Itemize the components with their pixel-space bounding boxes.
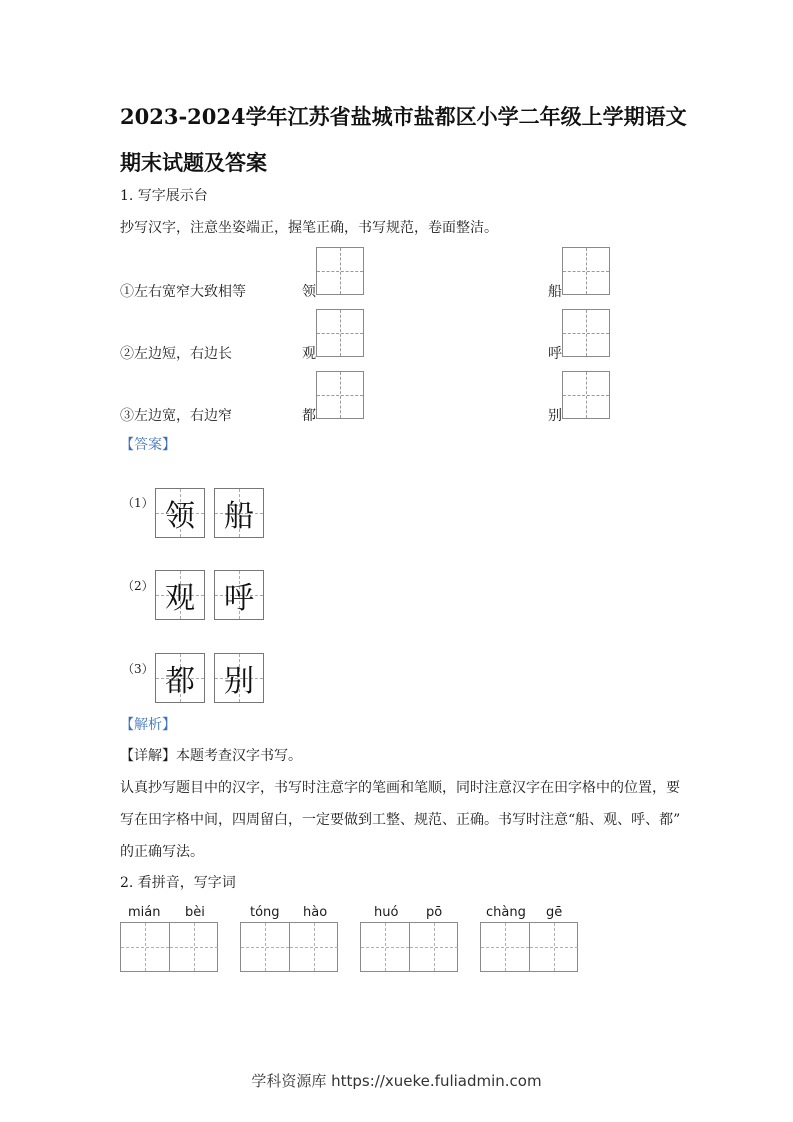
title-line-2: 期末试题及答案 — [120, 150, 267, 175]
q1-instruction: 抄写汉字，注意坐姿端正，握笔正确，书写规范，卷面整洁。 — [120, 220, 498, 236]
answer-1-number: （1） — [122, 496, 154, 510]
q1-row-3-left-char: 都 — [302, 408, 316, 424]
answer-3-char-1: 都 — [165, 664, 195, 699]
q1-row-1-right-char: 船 — [548, 284, 562, 300]
q2-heading: 2. 看拼音，写字词 — [120, 875, 236, 891]
explanation-line-3: 的正确写法。 — [120, 844, 204, 860]
q2-group-3-grid[interactable] — [360, 922, 458, 972]
answer-1-grid-2 — [214, 488, 264, 538]
q2-group-3-pinyin-1: huó — [374, 905, 399, 920]
q2-group-1-pinyin-1: mián — [128, 905, 161, 920]
page-title — [120, 94, 700, 186]
q1-row-2-left-char: 观 — [302, 346, 316, 362]
answer-2-grid-1 — [155, 570, 205, 620]
q1-row-1-left-char: 领 — [302, 284, 316, 300]
q2-group-2-grid[interactable] — [240, 922, 338, 972]
detail-line: 【详解】本题考查汉字书写。 — [120, 748, 302, 764]
q2-group-2-pinyin-1: tóng — [250, 905, 280, 920]
answer-2-char-2: 呼 — [224, 581, 254, 616]
answer-2-char-1: 观 — [165, 581, 195, 616]
answer-1-grid-1 — [155, 488, 205, 538]
q1-row-1-label: ①左右宽窄大致相等 — [120, 284, 246, 300]
q2-group-4-grid[interactable] — [480, 922, 578, 972]
q1-row-2-left-grid[interactable] — [316, 309, 364, 357]
analysis-tag: 【解析】 — [120, 717, 176, 733]
q2-group-4-pinyin-2: gē — [546, 905, 563, 920]
answer-3-grid-2 — [214, 653, 264, 703]
q1-row-3-left-grid[interactable] — [316, 371, 364, 419]
answer-2-number: （2） — [122, 579, 154, 593]
q1-row-1-left-grid[interactable] — [316, 247, 364, 295]
explanation-line-1: 认真抄写题目中的汉字，书写时注意字的笔画和笔顺，同时注意汉字在田字格中的位置，要 — [120, 780, 680, 796]
answer-1-char-1: 领 — [165, 499, 195, 534]
q1-row-2-right-grid[interactable] — [562, 309, 610, 357]
q2-group-2-pinyin-2: hào — [303, 905, 328, 920]
answer-3-number: （3） — [122, 662, 154, 676]
footer-source: 学科资源库 https://xueke.fuliadmin.com — [251, 1072, 542, 1090]
q1-row-3-label: ③左边宽，右边窄 — [120, 408, 232, 424]
q2-group-3-pinyin-2: pō — [426, 905, 443, 920]
q2-group-1-pinyin-2: bèi — [185, 905, 205, 920]
q1-row-2-label: ②左边短，右边长 — [120, 346, 232, 362]
answer-2-grid-2 — [214, 570, 264, 620]
q2-group-1-grid[interactable] — [120, 922, 218, 972]
q1-heading: 1. 写字展示台 — [120, 188, 208, 204]
answer-3-char-2: 别 — [224, 664, 254, 699]
q2-group-4-pinyin-1: chàng — [486, 905, 526, 920]
q1-row-3-right-char: 别 — [548, 408, 562, 424]
answer-1-char-2: 船 — [224, 499, 254, 534]
explanation-line-2: 写在田字格中间，四周留白，一定要做到工整、规范、正确。书写时注意“船、观、呼、都” — [120, 812, 681, 828]
answer-3-grid-1 — [155, 653, 205, 703]
answer-tag: 【答案】 — [120, 437, 176, 453]
title-line-1: 2023-2024学年江苏省盐城市盐都区小学二年级上学期语文 — [120, 104, 687, 129]
q1-row-2-right-char: 呼 — [548, 346, 562, 362]
q1-row-1-right-grid[interactable] — [562, 247, 610, 295]
q1-row-3-right-grid[interactable] — [562, 371, 610, 419]
